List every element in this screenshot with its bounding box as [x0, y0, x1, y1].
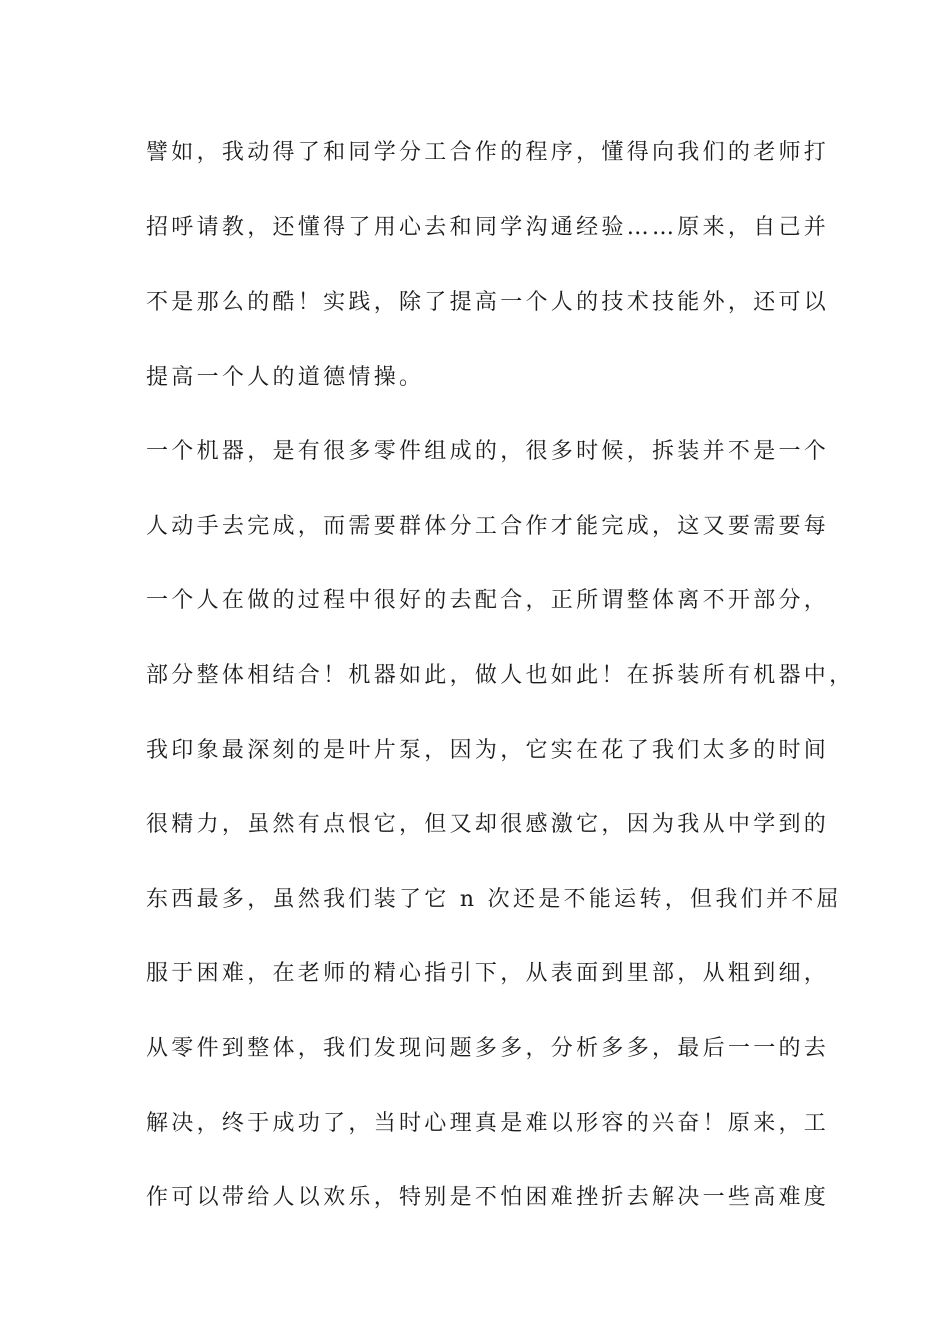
paragraph-line: 作可以带给人以欢乐，特别是不怕困难挫折去解决一些高难度 — [146, 1185, 830, 1210]
paragraph-line: 部分整体相结合！机器如此，做人也如此！在拆装所有机器中， — [146, 663, 855, 688]
paragraph-line: 提高一个人的道德情操。 — [146, 365, 425, 390]
paragraph-line: 解决，终于成功了，当时心理真是难以形容的兴奋！原来，工 — [146, 1111, 830, 1136]
paragraph-line: 一个机器，是有很多零件组成的，很多时候，拆装并不是一个 — [146, 439, 830, 464]
paragraph-line: 从零件到整体，我们发现问题多多，分析多多，最后一一的去 — [146, 1036, 830, 1061]
paragraph-line: 我印象最深刻的是叶片泵，因为，它实在花了我们太多的时间 — [146, 738, 830, 763]
paragraph-line: 不是那么的酷！实践，除了提高一个人的技术技能外，还可以 — [146, 290, 830, 315]
paragraph-line: 服于困难，在老师的精心指引下，从表面到里部，从粗到细， — [146, 961, 830, 986]
paragraph-line: 譬如，我动得了和同学分工合作的程序，懂得向我们的老师打 — [146, 140, 830, 165]
paragraph-line: 人动手去完成，而需要群体分工合作才能完成，这又要需要每 — [146, 514, 830, 539]
paragraph-line: 很精力，虽然有点恨它，但又却很感激它，因为我从中学到的 — [146, 812, 830, 837]
paragraph-line: 东西最多，虽然我们装了它 n 次还是不能运转，但我们并不屈 — [146, 887, 842, 912]
paragraph-line: 招呼请教，还懂得了用心去和同学沟通经验……原来，自己并 — [146, 215, 830, 240]
paragraph-line: 一个人在做的过程中很好的去配合，正所谓整体离不开部分， — [146, 588, 830, 613]
